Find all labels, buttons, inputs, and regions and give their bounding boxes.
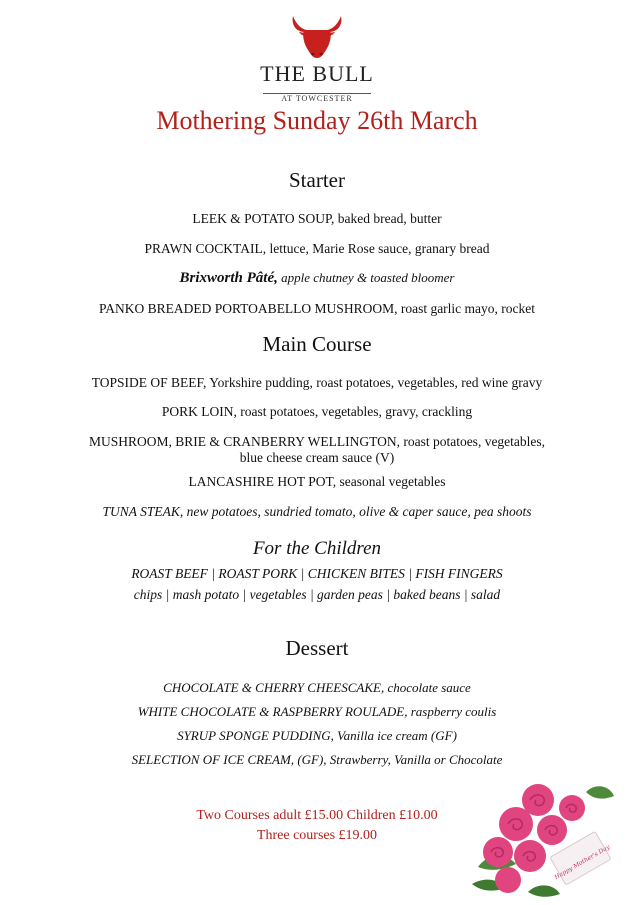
dessert-item-1: CHOCOLATE & CHERRY CHEESCAKE, chocolate sauce	[163, 680, 471, 695]
starter-item-4-name: PANKO BREADED PORTOABELLO MUSHROOM	[98, 301, 395, 316]
dessert-item-3: SYRUP SPONGE PUDDING, Vanilla ice cream (GF)	[177, 728, 457, 743]
starter-item-3-name: Brixworth Pâté,	[179, 270, 278, 286]
starter-item-4	[0, 301, 634, 317]
children-line-1: ROAST BEEF | ROAST PORK | CHICKEN BITES | FISH FINGERS	[131, 566, 503, 581]
main-course-heading: Main Course	[262, 332, 372, 356]
children-line-2: chips | mash potato | vegetables | garden peas | baked beans | salad	[133, 587, 501, 602]
main-item-2: PORK LOIN, roast potatoes, vegetables, gravy, crackling	[161, 404, 473, 419]
starter-item-1	[0, 211, 634, 227]
starter-item-2-name: PRAWN COCKTAIL	[144, 241, 263, 256]
main-item-3: MUSHROOM, BRIE & CRANBERRY WELLINGTON, roast potatoes, vegetables,	[88, 434, 546, 449]
dessert-item-2: WHITE CHOCOLATE & RASPBERRY ROULADE, raspberry coulis	[137, 704, 497, 719]
starter-item-3	[0, 270, 634, 287]
page-title: Mothering Sunday 26th March	[156, 106, 478, 135]
starter-item-1-name: LEEK & POTATO SOUP	[192, 211, 331, 226]
dessert-heading: Dessert	[285, 636, 349, 660]
card-text: Happy Mother's Day	[553, 843, 612, 882]
starter-item-4-desc: , roast garlic mayo, rocket	[394, 301, 536, 316]
dessert-item-4: SELECTION OF ICE CREAM, (GF), Strawberry, Vanilla or Chocolate	[131, 752, 503, 767]
brand-location: AT TOWCESTER	[263, 93, 370, 104]
main-item-3-cont: blue cheese cream sauce (V)	[239, 450, 395, 465]
main-item-5: TUNA STEAK, new potatoes, sundried tomato, olive & caper sauce, pea shoots	[102, 504, 532, 519]
price-three-courses: Three courses £19.00	[256, 828, 378, 843]
logo	[0, 14, 634, 105]
starter-item-1-desc: , baked bread, butter	[330, 211, 442, 226]
brand-name: THE BULL	[260, 61, 374, 86]
children-heading: For the Children	[252, 538, 382, 559]
price-two-courses: Two Courses adult £15.00 Children £10.00	[196, 808, 438, 823]
roses-bouquet-image	[468, 772, 618, 900]
starter-item-3-desc: apple chutney & toasted bloomer	[277, 270, 455, 285]
starter-item-2-desc: , lettuce, Marie Rose sauce, granary bread	[262, 241, 490, 256]
main-item-4: LANCASHIRE HOT POT, seasonal vegetables	[188, 474, 446, 489]
bull-head-icon	[287, 14, 347, 60]
main-item-1: TOPSIDE OF BEEF, Yorkshire pudding, roast potatoes, vegetables, red wine gravy	[91, 375, 543, 390]
starter-item-2	[0, 241, 634, 257]
starter-heading: Starter	[289, 168, 345, 192]
